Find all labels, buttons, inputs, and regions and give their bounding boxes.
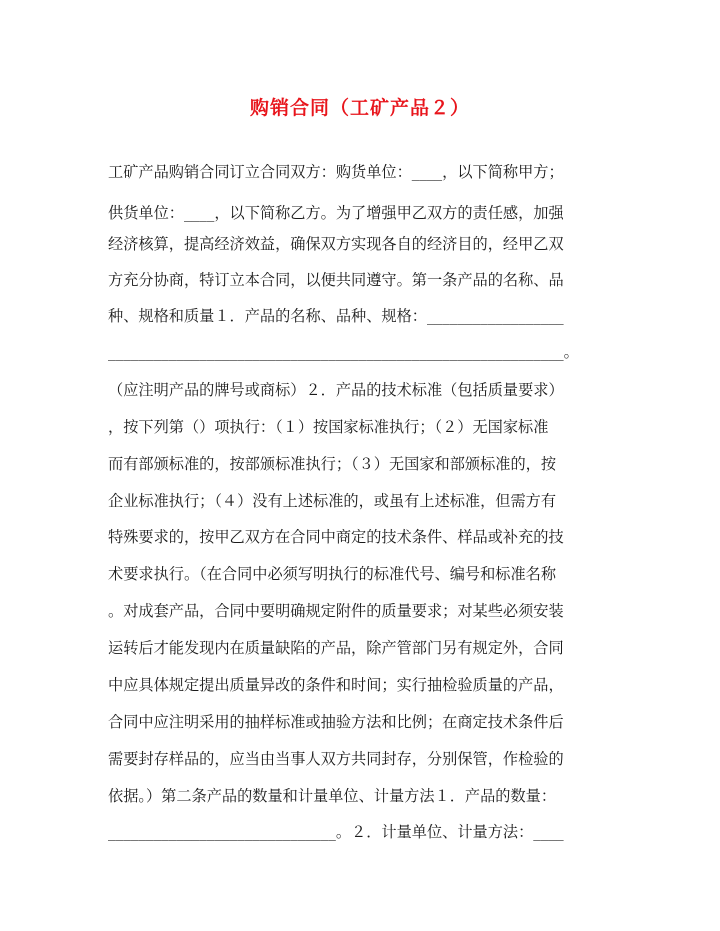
body-line: 中应具体规定提出质量异改的条件和时间；实行抽检验质量的产品， [108,676,564,694]
body-line: 合同中应注明采用的抽样标准或抽验方法和比例；在商定技术条件后 [108,713,564,731]
body-line: 工矿产品购销合同订立合同双方：购货单位：____，以下简称甲方； [108,163,564,181]
body-line: 特殊要求的，按甲乙双方在合同中商定的技术条件、样品或补充的技 [108,528,564,546]
body-line: ______________________________。２．计量单位、计量方法：____ [108,823,564,841]
body-line: ，按下列第（）项执行：（１）按国家标准执行；（２）无国家标准 [108,418,549,436]
body-line: 种、规格和质量１．产品的名称、品种、规格：__________________ [108,307,564,325]
body-line: 术要求执行。（在合同中必须写明执行的标准代号、编号和标准名称 [108,565,557,583]
body-line: 供货单位：____，以下简称乙方。为了增强甲乙双方的责任感，加强 [108,204,564,222]
body-line: 运转后才能发现内在质量缺陷的产品，除产管部门另有规定外，合同 [108,639,564,657]
body-line: 企业标准执行；（４）没有上述标准的，或虽有上述标准，但需方有 [108,492,557,510]
body-line: 经济核算，提高经济效益，确保双方实现各自的经济目的，经甲乙双 [108,235,564,253]
body-line: （应注明产品的牌号或商标）２．产品的技术标准（包括质量要求） [108,381,564,399]
body-line: 而有部颁标准的，按部颁标准执行；（３）无国家和部颁标准的，按 [108,455,557,473]
body-line: ____________________________________________________________。 [108,343,579,361]
body-line: 依据。）第二条产品的数量和计量单位、计量方法１．产品的数量： [108,787,557,805]
body-line: 方充分协商，特订立本合同，以便共同遵守。第一条产品的名称、品 [108,271,564,289]
body-line: 。对成套产品，合同中要明确规定附件的质量要求；对某些必须安装 [108,602,564,620]
document-title: 购销合同（工矿产品２） [249,97,470,119]
body-line: 需要封存样品的，应当由当事人双方共同封存，分别保管，作检验的 [108,750,564,768]
